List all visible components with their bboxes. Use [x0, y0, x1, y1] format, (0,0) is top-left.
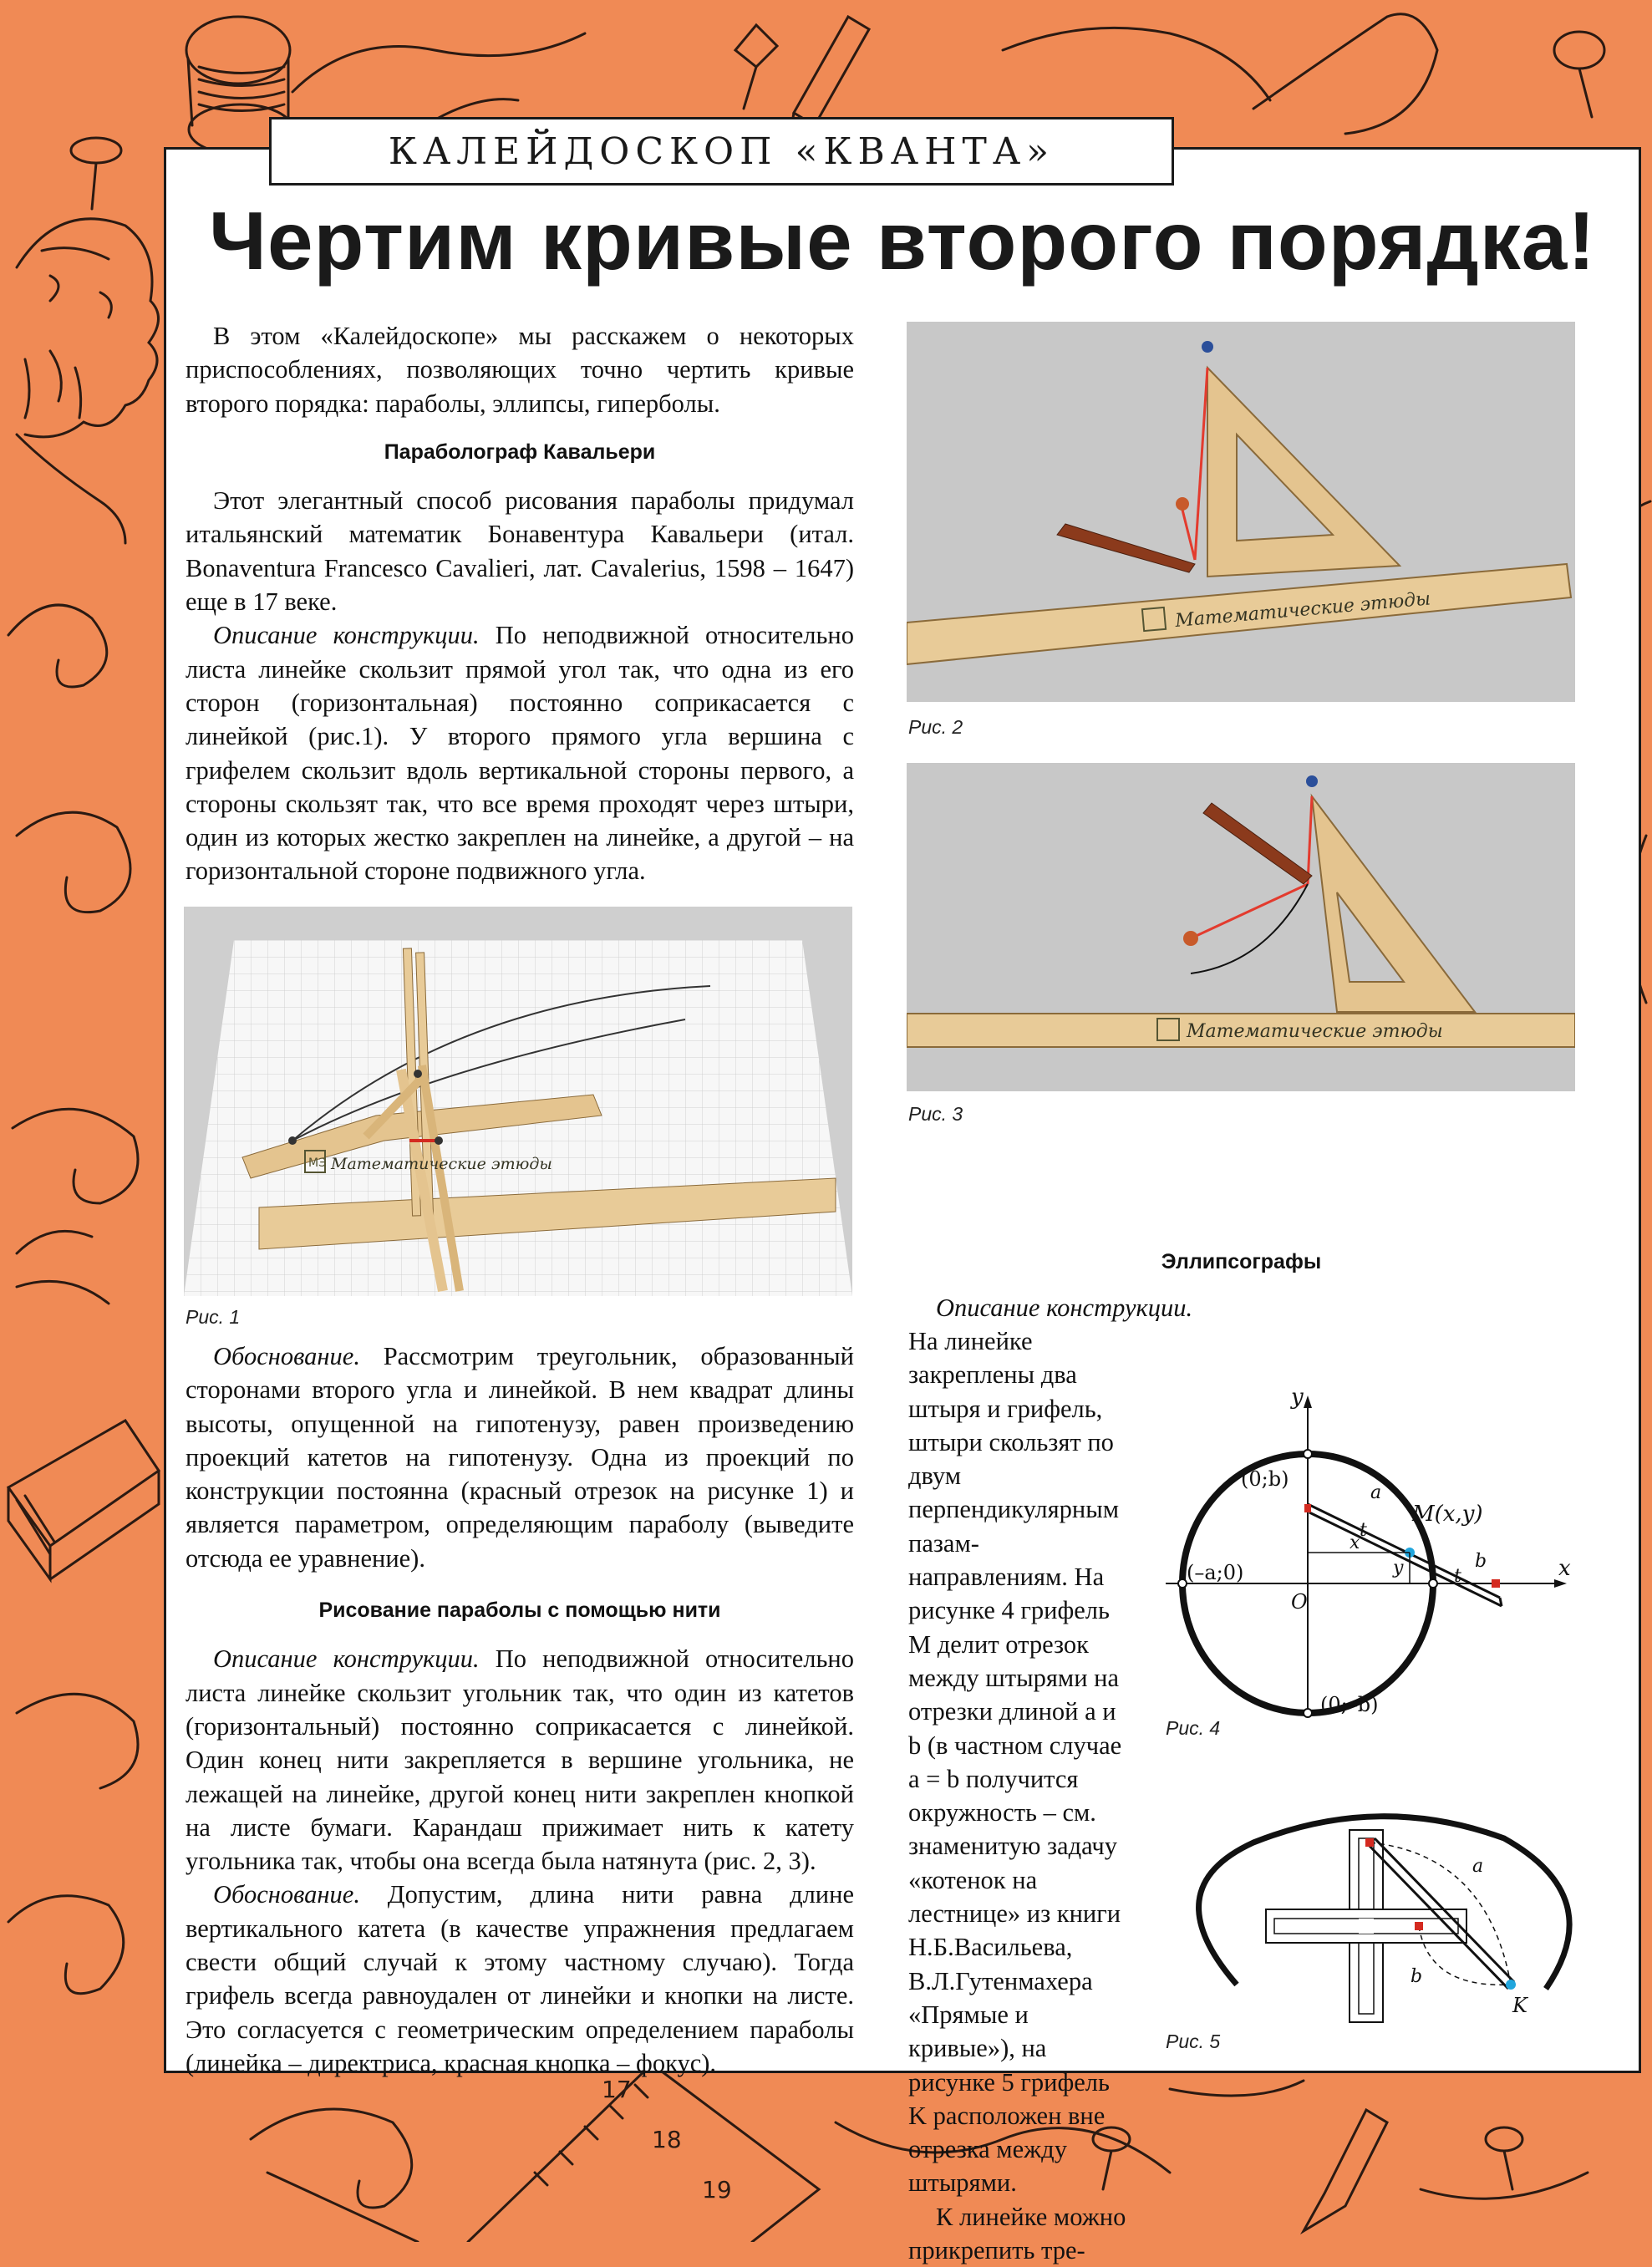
figure-1-photo [184, 907, 852, 1296]
caption-fig3: Рис. 3 [908, 1103, 963, 1125]
caption-fig2: Рис. 2 [908, 716, 963, 738]
fig4-xs-label: x [1350, 1533, 1360, 1553]
pushpin-icon [1554, 32, 1604, 117]
right-column-top [908, 1161, 1574, 1294]
book-icon [8, 1421, 159, 1579]
left-column-top [186, 319, 854, 888]
fig4-bottom-label: (0;–b) [1320, 1693, 1379, 1716]
fig4-left-label: (–a;0) [1187, 1561, 1244, 1584]
fig4-point-label: M(x,y) [1412, 1502, 1483, 1527]
fig4-ys-label: y [1393, 1558, 1404, 1578]
heading-thread: Рисование параболы с помощью нити [318, 1599, 721, 1623]
ellipsograph-text-wide [908, 1291, 1574, 1324]
cavalieri-paragraph-2: Описание конструкции. По неподвижной относительно листа линейке скользит прямой угол так, что одна из его сторон (горизонтальная) постоянно соприкасается с линейкой (рис.1). У второго прямого угла вершина с грифелем скользит вдоль вертикальной стороны первого, а стороны скользят так, что все время проходят через штыри, один из которых жестко закреплен на линейке, а другой – на горизонтальной стороне подвижного угла. [186, 621, 854, 886]
heading-cavalieri: Параболограф Кавальери [384, 440, 656, 464]
fig4-t1-label: t [1360, 1520, 1367, 1541]
fig4-y-label: y [1291, 1385, 1304, 1410]
intro-paragraph: В этом «Калейдоскопе» мы расскажем о некоторых приспособлениях, позволяющих точно чертить кривые второго порядка: параболы, эллипсы, гиперболы. [186, 322, 854, 418]
fig4-a-label: a [1370, 1482, 1382, 1503]
fig5-a-label: a [1472, 1856, 1484, 1877]
caption-fig4: Рис. 4 [1166, 1717, 1221, 1739]
svg-text:18: 18 [652, 2126, 682, 2153]
pushpin-icon [735, 25, 777, 109]
section-header [269, 117, 1174, 186]
article-title: Чертим кривые второго порядка! [209, 195, 1596, 287]
left-column-bottom [186, 1339, 854, 2080]
fig4-top-label: (0;b) [1241, 1467, 1289, 1491]
caption-fig5: Рис. 5 [1166, 2031, 1221, 2052]
fig4-b-label: b [1475, 1551, 1487, 1572]
fig5-b-label: b [1411, 1966, 1423, 1987]
thread-paragraph-1: Описание конструкции. По неподвижной относительно листа линейке скользит угольник так, что один из катетов (горизонтальный) постоянно соприкасается с линейкой. Один конец нити закрепляется в вершине угольника, не лежащей на линейке, другой конец нити закреплен кнопкой на листе бумаги. Карандаш прижимает нить к катету угольника так, чтобы она всегда была натянута (рис. 2, 3). [186, 1644, 854, 1876]
thread-paragraph-2: Обоснование. Допустим, длина нити равна длине вертикального катета (в качестве упражнения предлагаем свести общий случай к этому частному случаю). Тогда грифель всегда равноудален от линейки и кнопки на листе. Это согласуется с геометрическим определением параболы (линейка – директриса, красная кнопка – фокус). [186, 1880, 854, 2077]
section-header-title: КАЛЕЙДОСКОП «КВАНТА» [388, 130, 1055, 173]
fig4-t2-label: t [1454, 1566, 1461, 1587]
ellipsograph-text-narrow [908, 1324, 1134, 2267]
pushpin-icon [71, 138, 121, 209]
caption-fig1: Рис. 1 [186, 1306, 241, 1328]
figure-2-photo [907, 322, 1575, 702]
figure-5-diagram [1153, 1805, 1604, 2056]
svg-text:17: 17 [602, 2076, 632, 2103]
ruler-logo-text: МЭ [308, 1156, 327, 1170]
ruler-sketch [468, 2064, 819, 2242]
ruler-label-text: Математические этюды [1174, 588, 1432, 632]
cavalieri-paragraph-1: Этот элегантный способ рисования параболы придумал итальянский математик Бонавентура Кавальери (итал. Bonaventura Francesco Cavalieri, лат. Cavalerius, 1598 – 1647) еще в 17 веке. [186, 486, 854, 617]
ellipsograph-paragraph-2: К линейке можно прикрепить тре- [908, 2202, 1126, 2265]
svg-text:19: 19 [702, 2176, 732, 2203]
figure-4-diagram [1166, 1379, 1609, 1730]
pushpin-icon [1486, 2127, 1522, 2189]
fig4-origin-label: O [1291, 1590, 1308, 1614]
ellipsograph-paragraph-lead: Описание конструкции. [936, 1294, 1193, 1322]
ellipsograph-paragraph-1: На линейке закреплены два штыря и грифель, штыри скользят по двум перпендикулярным пазам-направлениям. На рисунке 4 грифель M делит отрезок между штырями на отрезки длиной a и b (в частном случае a = b получится окружность – см. знаменитую задачу «котенок на лестнице» из книги Н.Б.Васильева, В.Л.Гутенмахера «Прямые и кривые»), на рисунке 5 грифель K расположен вне отрезка между штырями. [908, 1327, 1122, 2198]
scholar-portrait-sketch [17, 219, 159, 543]
heading-ellipsographs: Эллипсографы [1161, 1250, 1322, 1273]
ruler-label-text: Математические этюды [1187, 1021, 1443, 1042]
ruler-label-text: Математические этюды [331, 1155, 552, 1173]
lead-description: Описание конструкции. [213, 621, 480, 650]
figure-3-photo [907, 763, 1575, 1091]
fig5-k-label: K [1512, 1994, 1527, 2017]
pencil-icon [1304, 2110, 1387, 2231]
fig4-x-label: x [1558, 1556, 1571, 1581]
cavalieri-paragraph-3: Обоснование. Рассмотрим треугольник, образованный сторонами второго угла и линейкой. В нем квадрат длины высоты, опущенной на гипотенузу, равен произведению проекций катетов на гипотенузу. Одна из проекций по конструкции постоянна (красный отрезок на рисунке 1) и является параметром, определяющим параболу (выведите отсюда ее уравнение). [186, 1342, 854, 1573]
